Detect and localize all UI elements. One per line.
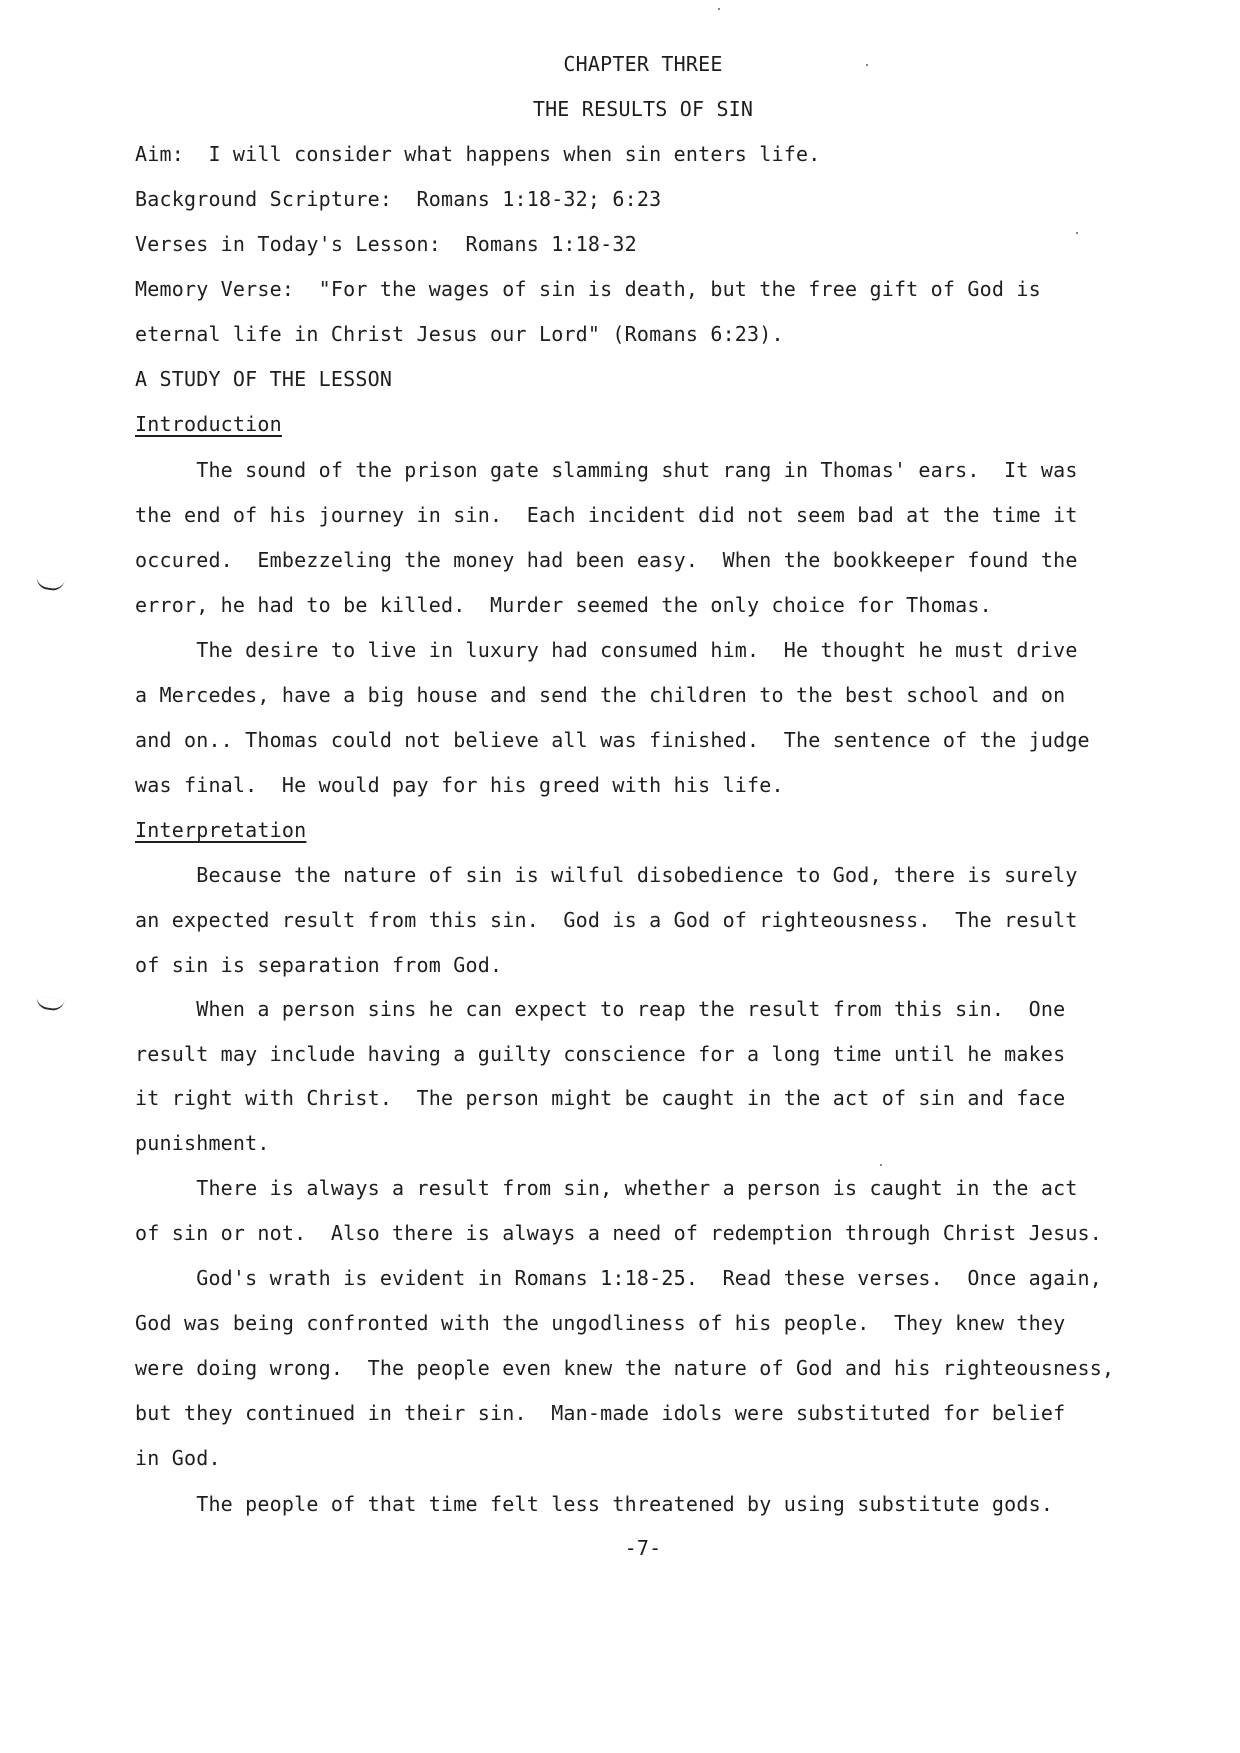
intro-line: the end of his journey in sin. Each incident did not seem bad at the time it [135,503,1078,527]
intro-line: was final. He would pay for his greed with his life. [135,773,784,797]
verses-line: Verses in Today's Lesson: Romans 1:18-32 [135,232,637,256]
memory-verse-line-1: Memory Verse: "For the wages of sin is death, but the free gift of God is [135,277,1041,301]
interp-line: of sin or not. Also there is always a need of redemption through Christ Jesus. [135,1221,1103,1245]
page-number: -7- [624,1536,662,1560]
study-heading: A STUDY OF THE LESSON [135,367,393,391]
interp-line: result may include having a guilty conscience for a long time until he makes [135,1042,1066,1066]
memory-verse-line-2: eternal life in Christ Jesus our Lord" (Romans 6:23). [135,322,784,346]
intro-line: a Mercedes, have a big house and send the children to the best school and on [135,683,1066,707]
interp-line: There is always a result from sin, whether a person is caught in the act [135,1176,1078,1200]
intro-line: The sound of the prison gate slamming shut rang in Thomas' ears. It was [135,458,1078,482]
interp-line: God's wrath is evident in Romans 1:18-25. Read these verses. Once again, [135,1266,1103,1290]
intro-line: and on.. Thomas could not believe all was finished. The sentence of the judge [135,728,1090,752]
background-scripture-line: Background Scripture: Romans 1:18-32; 6:23 [135,187,662,211]
interp-line: punishment. [135,1131,270,1155]
intro-line: error, he had to be killed. Murder seemed the only choice for Thomas. [135,593,992,617]
interp-line: it right with Christ. The person might be caught in the act of sin and face [135,1086,1066,1110]
interpretation-heading: Interpretation [135,818,307,842]
scan-speck [1076,232,1078,234]
scan-speck [866,64,868,66]
intro-line: The desire to live in luxury had consumed him. He thought he must drive [135,638,1078,662]
chapter-title: THE RESULTS OF SIN [532,97,754,121]
aim-line: Aim: I will consider what happens when sin enters life. [135,142,821,166]
interp-line: of sin is separation from God. [135,953,503,977]
scan-speck [718,8,720,10]
interp-line: but they continued in their sin. Man-made idols were substituted for belief [135,1401,1066,1425]
interp-line: The people of that time felt less threatened by using substitute gods. [135,1492,1054,1516]
scan-speck [880,1164,882,1166]
margin-tick-mark [35,576,64,592]
interp-line: God was being confronted with the ungodliness of his people. They knew they [135,1311,1066,1335]
margin-tick-mark [35,996,64,1012]
interp-line: an expected result from this sin. God is a God of righteousness. The result [135,908,1078,932]
intro-line: occured. Embezzeling the money had been easy. When the bookkeeper found the [135,548,1078,572]
interp-line: When a person sins he can expect to reap the result from this sin. One [135,997,1066,1021]
interp-line: were doing wrong. The people even knew the nature of God and his righteousness, [135,1356,1115,1380]
interp-line: Because the nature of sin is wilful disobedience to God, there is surely [135,863,1078,887]
interp-line: in God. [135,1446,221,1470]
chapter-label: CHAPTER THREE [563,52,723,76]
introduction-heading: Introduction [135,412,282,436]
